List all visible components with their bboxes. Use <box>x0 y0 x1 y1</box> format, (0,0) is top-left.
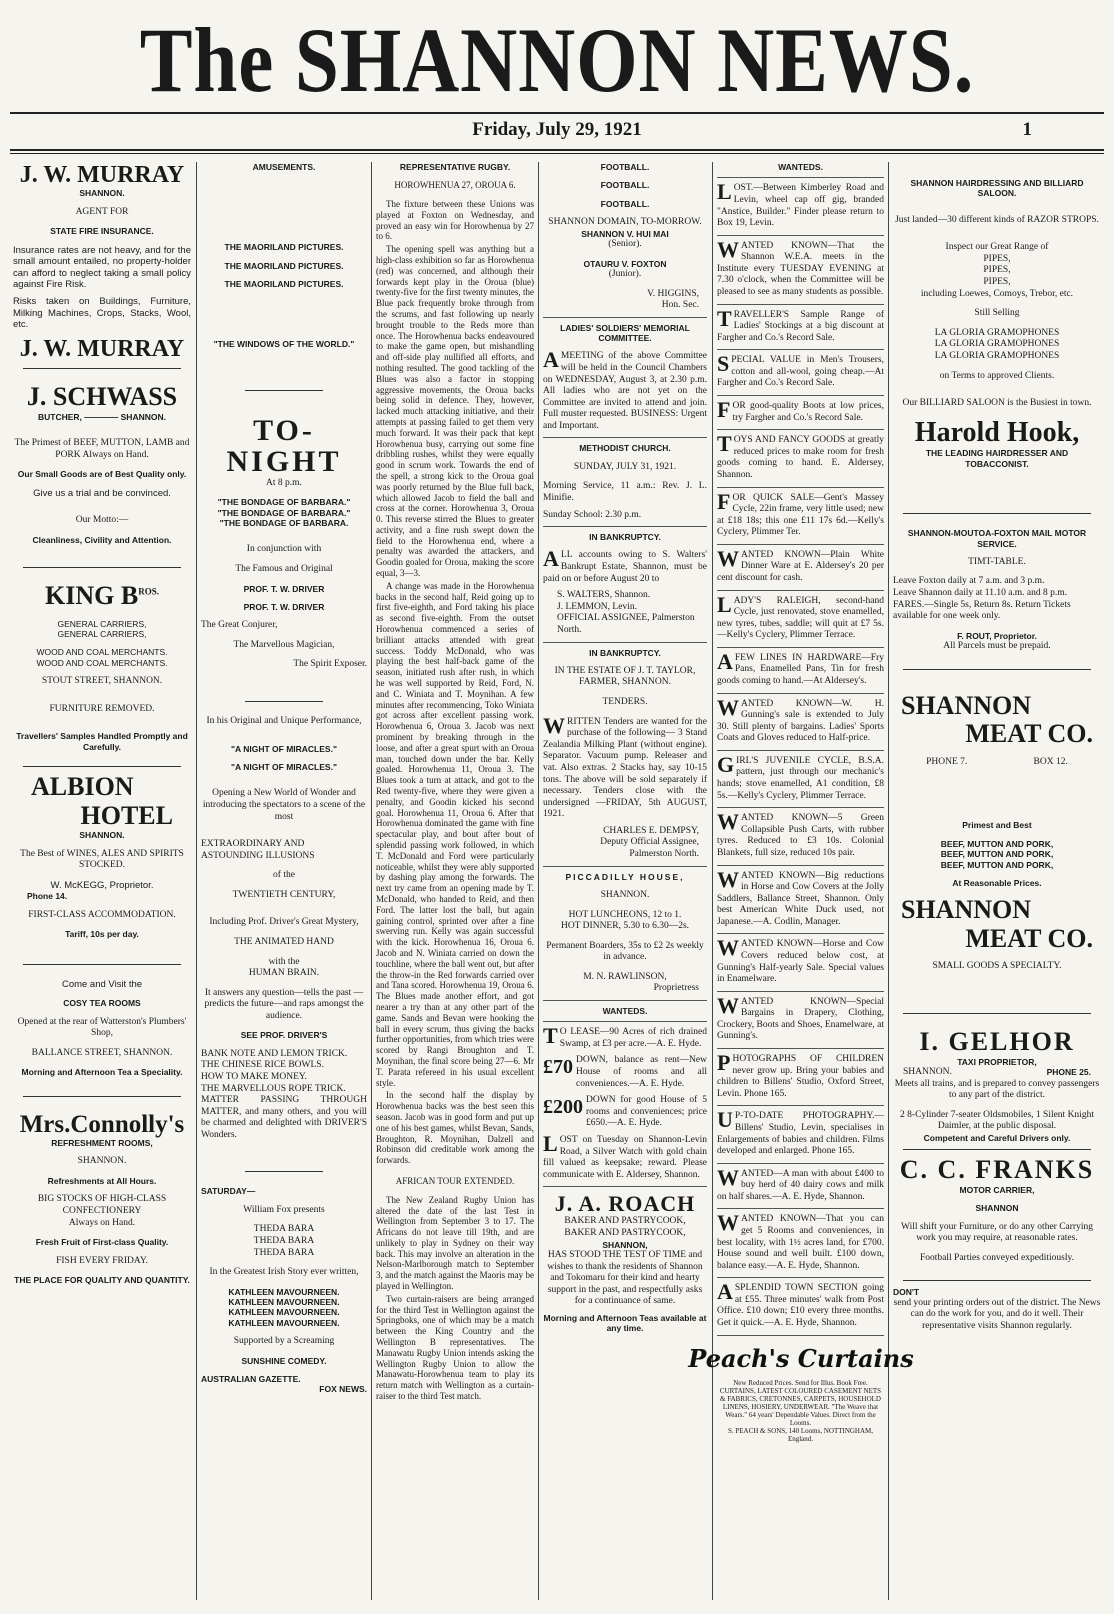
tea-special: Morning and Afternoon Tea a Speciality. <box>21 1067 183 1078</box>
masthead-rule-bottom <box>10 149 1104 151</box>
bank-note-trick: BANK NOTE AND LEMON TRICK. <box>201 1048 348 1059</box>
gelhor-text: Meets all trains, and is prepared to convey passengers to any part of the district. <box>894 1078 1100 1101</box>
rugby-paragraph: The opening spell was anything but a high-class exhibition so far as Horowhenua (red) was concerned, and although their forwards kept play in the Oroua (blue) twenty-five for the first twenty minutes, the Blue pack frequently broke through from the scrums, and fast following up nearly brought trouble to the Reds more than once. The Horowhenua backs endeavoured to make the game open, but mishandling and off-side play nullified all efforts, and nothing resulted. The good tackling of the Blues was also a factor in stopping aggressive movements, the Oroua backs being solid in defence. They, however, lacked much attacking initiative, and their attempts at passing failed to get them very much forward. It was their pack that kept Horowhenua busy, carrying out some fine dribbling rushes, whilst they were equally good in scrum work. Towards the end of the spell, a strong kick to the Oroua goal was poorly returned by the Blue full back, which allowed Jacob to field the ball and cross at the corner. Horowhenua 3, Oroua 0. This reverse stirred the Blues to greater activity, and a fine rush swept down the field to the Horowhenua end, where a penalty was awarded the attackers, and Goodin goaled for Oroua, making the score equal, 3—3. <box>376 244 534 579</box>
gramophones: LA GLORIA GRAMOPHONES <box>934 327 1060 338</box>
column-2 <box>198 162 370 1602</box>
wanteds-heading: WANTEDS. <box>778 162 823 172</box>
bondage-of-barbara: "THE BONDAGE OF BARBARA." <box>217 507 351 518</box>
fox-news: FOX NEWS. <box>319 1384 367 1395</box>
rugby-score: HOROWHENUA 27, OROUA 6. <box>394 180 516 191</box>
wanted-ad: WANTED KNOWN—Special Bargains in Drapery, Clothing, Crockery, Boots and Shoes, Enamelware, at Gunning's. <box>717 992 884 1042</box>
hair-line: Just landed—30 different kinds of RAZOR STROPS. <box>895 214 1099 225</box>
piccadilly-heading: PICCADILLY HOUSE, <box>565 871 685 882</box>
tenders-text: WRITTEN Tenders are wanted for the purchase of the following— 3 Stand Zealandia Milking Plant (without engine). Separator. Vacuum pump. Releaser and vat. Also extras. 2 Stacks hay, say 10-15 tons. The above will be sold separately if necessary. Tenders close with the undersigned —FRIDAY, 5th AUGUST, 1921. <box>543 712 707 820</box>
tonight: TO-NIGHT <box>226 413 342 479</box>
murray-company: STATE FIRE INSURANCE. <box>50 226 154 237</box>
in-conjunction: In conjunction with <box>246 544 322 555</box>
supported-by: Supported by a Screaming <box>233 1336 335 1347</box>
kathleen-mavourneen: KATHLEEN MAVOURNEEN. <box>228 1317 340 1328</box>
franks-text: Will shift your Furniture, or do any other Carrying work you may require, at reasonable rates. <box>901 1221 1093 1244</box>
king-address: STOUT STREET, SHANNON. <box>41 676 163 687</box>
mail-line: FARES.—Single 5s, Return 8s. Return Tickets available for one week only. <box>893 599 1071 622</box>
albion-tariff: Tariff, 10s per day. <box>65 929 139 940</box>
murray-name-2: J. W. MURRAY <box>19 335 185 362</box>
price-70: £70 <box>543 1056 573 1079</box>
gramophones: LA GLORIA GRAMOPHONES <box>934 339 1060 350</box>
bankruptcy-sig: OFFICIAL ASSIGNEE, Palmerston North. <box>557 613 695 635</box>
methodist-heading: METHODIST CHURCH. <box>579 443 671 454</box>
bankruptcy-text: ALL accounts owing to S. Walters' Bankrupt Estate, Shannon, must be paid on or before August 20 to <box>543 546 707 584</box>
wanted-ad: WANTED KNOWN—Horse and Cow Covers reduced below cost, at Gunning's Half-yearly Sale. Special values in Enamelware. <box>717 935 884 985</box>
dateline: Friday, July 29, 1921 <box>472 119 642 140</box>
still-selling: Still Selling <box>974 308 1020 319</box>
junior: (Junior). <box>608 268 642 279</box>
hon-sec: Hon. Sec. <box>661 300 699 311</box>
gelhor-phone: PHONE 25. <box>1046 1067 1091 1077</box>
wanted-ad: LOST on Tuesday on Shannon-Levin Road, a Silver Watch with gold chain fill valued as keepsake; reward. Please communicate with E. Aldersey, Shannon. <box>543 1130 707 1180</box>
sunshine-comedy: SUNSHINE COMEDY. <box>241 1355 327 1366</box>
methodist-service: Morning Service, 11 a.m.: Rev. J. L. Minifie. <box>543 481 707 503</box>
meat-co-line-1: SHANNON <box>901 895 1032 925</box>
piccadilly-dinner: HOT DINNER, 5.30 to 6.30—2s. <box>560 921 690 932</box>
king-name: KING $B^{ROS.}$ <box>45 581 159 611</box>
harold-hook: Harold Hook, <box>914 416 1080 448</box>
franks-sub: MOTOR CARRIER, <box>959 1184 1035 1195</box>
spirit-exposer: The Spirit Exposer. <box>293 659 367 670</box>
king-line: WOOD AND COAL MERCHANTS. <box>36 647 168 658</box>
bondage-of-barbara: "THE BONDAGE OF BARBARA." <box>217 497 351 508</box>
connolly-hand: Always on Hand. <box>68 1217 136 1228</box>
schwass-name: J. SCHWASS <box>26 382 178 412</box>
peach-logo-text: Peach's Curtains <box>687 1343 914 1373</box>
wanted-ad: GIRL'S JUVENILE CYCLE, B.S.A. pattern, just through our mechanic's hands; stove enamelled, A1 condition, £8 5s.—Kelly's Cyclery, Plimmer Terrace. <box>717 751 884 801</box>
extraordinary-illusions: EXTRAORDINARY AND ASTOUNDING ILLUSIONS <box>201 839 315 861</box>
wanted-ad: ASPLENDID TOWN SECTION going at £55. Three minutes' walk from Post Office. £10 down; £10 every three months. Get it quick.—A. E. Hyde, Shannon. <box>717 1279 884 1329</box>
tender-sig: CHARLES E. DEMPSY, <box>603 825 699 836</box>
connolly-fish: FISH EVERY FRIDAY. <box>56 1255 148 1266</box>
wanted-ad: WANTED—A man with about £400 to buy herd of 40 dairy cows and milk on half shares.—A. E. Hyde, Shannon. <box>717 1164 884 1202</box>
tenders-heading: TENDERS. <box>602 697 648 708</box>
human-brain: HUMAN BRAIN. <box>248 968 320 979</box>
column-divider <box>196 162 197 1600</box>
masthead <box>10 0 1104 140</box>
theda-bara: THEDA BARA <box>253 1247 315 1258</box>
answers-any-question: It answers any question—tells the past —predicts the future—and raps amongst the audience. <box>204 987 364 1021</box>
schwass-small-goods: Our Small Goods are of Best Quality only. <box>17 469 187 480</box>
football-heading: FOOTBALL. <box>600 180 650 191</box>
roach-teas: Morning and Afternoon Teas available at any time. <box>543 1312 707 1334</box>
roach-name: J. A. ROACH <box>554 1191 696 1217</box>
roach-line: BAKER AND PASTRYCOOK, <box>564 1228 686 1239</box>
masthead-rule-thin <box>10 153 1104 154</box>
make-money: HOW TO MAKE MONEY. <box>201 1071 307 1082</box>
murray-name: J. W. MURRAY <box>19 162 185 188</box>
methodist-date: SUNDAY, JULY 31, 1921. <box>573 461 677 472</box>
twentieth-century: TWENTIETH CENTURY, <box>232 889 336 900</box>
mail-line: Leave Foxton daily at 7 a.m. and 3 p.m. <box>893 576 1045 587</box>
matter-passing: MATTER PASSING THROUGH MATTER, and many others, and you will be charmed and delighted with DRIVER'S Wonders. <box>201 1095 367 1140</box>
tea-opened: Opened at the rear of Watterston's Plumbers' Shop, <box>17 1016 187 1039</box>
murray-town: SHANNON. <box>79 188 125 199</box>
meat-primest: Primest and Best <box>962 820 1032 831</box>
pipes: PIPES, <box>983 277 1011 288</box>
at-8pm: At 8 p.m. <box>266 477 302 488</box>
albion-accom: FIRST-CLASS ACCOMMODATION. <box>28 909 176 920</box>
prof-driver: PROF. T. W. DRIVER <box>243 601 325 612</box>
king-furniture: FURNITURE REMOVED. <box>49 703 155 714</box>
wanted-ad: TRAVELLER'S Sample Range of Ladies' Stockings at a big discount at Fargher and Co.'s Record Sale. <box>717 305 884 343</box>
peach-curtains-logo <box>687 1341 914 1375</box>
column-divider <box>371 162 372 1600</box>
piccadilly-boarders: Permanent Boarders, 35s to £2 2s weekly in advance. <box>546 940 704 963</box>
rope-trick: THE MARVELLOUS ROPE TRICK. <box>201 1083 346 1094</box>
methodist-school: Sunday School: 2.30 p.m. <box>543 509 642 520</box>
piccadilly-sig: M. N. RAWLINSON, <box>583 971 667 982</box>
maoriland-pictures: THE MAORILAND PICTURES. <box>224 279 344 290</box>
hair-line: including Loewes, Comoys, Trebor, etc. <box>920 288 1074 299</box>
bankruptcy-sig: S. WALTERS, Shannon. <box>557 590 651 601</box>
opening-new-world: Opening a New World of Wonder and introducing the spectators to a scene of the most <box>202 788 366 822</box>
tour-paragraph: Two curtain-raisers are being arranged for the third Test in Wellington against the Springboks, one of which may be a match between the King Country and the Wellington B representatives. The Manawatu Rugby Union intends asking the Wellington Rugby Union to allow the Manawatu-Horowhenua team to play its return match with Wellington as a curtain-raiser to the third Test match. <box>376 1293 534 1402</box>
original-performance: In his Original and Unique Performance, <box>206 716 362 727</box>
king-samples: Travellers' Samples Handled Promptly and Carefully. <box>16 731 188 752</box>
meat-box: BOX 12. <box>1033 756 1068 767</box>
gramophones: LA GLORIA GRAMOPHONES <box>934 350 1060 361</box>
murray-text: Insurance rates are not heavy, and for the small amount entailed, no property-holder can afford to neglect taking a small policy against Fire Risk. <box>13 244 191 291</box>
meat-beef: BEEF, MUTTON AND PORK, <box>940 859 1054 870</box>
king-line: WOOD AND COAL MERCHANTS. <box>36 657 168 668</box>
connolly-place: THE PLACE FOR QUALITY AND QUANTITY. <box>14 1275 190 1286</box>
roach-town: SHANNON, <box>602 1239 648 1250</box>
schwass-trial: Give us a trial and be convinced. <box>33 487 171 499</box>
wanted-ad: WANTED KNOWN—5 Green Collapsible Push Carts, with rubber tyres. Reduced to £3 10s. Colonial Blankets, full size, reduced 10s pair. <box>717 809 884 858</box>
albion-phone: Phone 14. <box>27 891 68 902</box>
column-divider <box>888 162 889 1600</box>
hair-terms: on Terms to approved Clients. <box>939 370 1055 381</box>
football-heading: FOOTBALL. <box>600 162 650 172</box>
column-divider <box>538 162 539 1600</box>
night-of-miracles: "A NIGHT OF MIRACLES." <box>231 762 337 772</box>
meat-small-goods: SMALL GOODS A SPECIALTY. <box>932 961 1062 972</box>
including-mystery: Including Prof. Driver's Great Mystery, <box>209 917 359 928</box>
hairdressing-heading: SHANNON HAIRDRESSING AND BILLIARD SALOON. <box>910 178 1084 199</box>
piccadilly-lunch: HOT LUNCHEONS, 12 to 1. <box>568 909 682 920</box>
connolly-name: Mrs.Connolly's <box>19 1110 185 1138</box>
page-number: 1 <box>1022 119 1032 140</box>
gelhor-name: I. GELHOR <box>919 1027 1075 1057</box>
tour-paragraph: The New Zealand Rugby Union has altered the date of the last Test in Wellington from September 3 to 17. The Africans do not leave till 19th, and are unlikely to play in Sydney on their way back. This may involve an alteration in the Nelson-Marlborough match to September 3, and the match against the Maoris may be played in Wellington. <box>376 1194 534 1292</box>
kathleen-mavourneen: KATHLEEN MAVOURNEEN. <box>228 1286 340 1297</box>
rugby-paragraph: In the second half the display by Horowhenua backs was the best seen this season. Jacob was in good form and put up one of his best games, whilst Bevan, Sands, Broughton, R. Moynihan, Dalzell and Robinson did creditable work among the forwards. <box>376 1090 534 1166</box>
kathleen-mavourneen: KATHLEEN MAVOURNEEN. <box>228 1307 340 1318</box>
tea-name: COSY TEA ROOMS <box>63 998 141 1009</box>
connolly-refresh: Refreshments at All Hours. <box>47 1176 157 1187</box>
wanteds-heading: WANTEDS. <box>602 1005 648 1016</box>
rugby-heading: REPRESENTATIVE RUGBY. <box>399 162 511 172</box>
shannon-domain: SHANNON DOMAIN, TO-MORROW. <box>548 217 702 228</box>
with-the: with the <box>268 956 300 967</box>
murray-risks: Risks taken on Buildings, Furniture, Milking Machines, Crops, Stacks, Wool, etc. <box>13 296 191 331</box>
mail-timetable: TIMT-TABLE. <box>968 556 1026 567</box>
animated-hand: THE ANIMATED HAND <box>234 936 334 947</box>
of-the: of the <box>273 870 295 881</box>
wanted-ad: LOST.—Between Kimberley Road and Levin, wheel cap off gig, branded "Anstice, Builder." Finder please return to Box 19, Levin. <box>717 179 884 229</box>
wanted-ad: TO LEASE—90 Acres of rich drained Swamp, at £3 per acre.—A. E. Hyde. <box>543 1023 707 1049</box>
maoriland-pictures: THE MAORILAND PICTURES. <box>224 260 344 271</box>
rice-bowls: THE CHINESE RICE BOWLS. <box>201 1060 324 1071</box>
saturday: SATURDAY— <box>201 1186 256 1197</box>
rugby-paragraph: The fixture between these Unions was played at Foxton on Wednesday, and proved an easy win for Horowhenua by 27 to 6. <box>376 198 534 242</box>
hook-sub: THE LEADING HAIRDRESSER AND TOBACCONIST. <box>925 448 1069 469</box>
wanted-ad: LADY'S RALEIGH, second-hand Cycle, just renovated, stove enamelled, new tyres, tubes, saddle; will quit at £7 5s.—Kelly's Cyclery, Plimmer Terrace. <box>717 591 884 641</box>
mail-parcels: All Parcels must be prepaid. <box>943 641 1051 652</box>
african-tour-heading: AFRICAN TOUR EXTENDED. <box>395 1175 515 1186</box>
night-of-miracles: "A NIGHT OF MIRACLES." <box>231 743 337 754</box>
murray-agent: AGENT FOR <box>75 206 129 217</box>
windows-of-the-world: "THE WINDOWS OF THE WORLD." <box>213 339 355 350</box>
prof-driver: PROF. T. W. DRIVER <box>243 583 325 594</box>
gelhor-drivers: Competent and Careful Drivers only. <box>923 1132 1071 1143</box>
masthead-rule-top <box>10 112 1104 114</box>
albion-line-2: HOTEL <box>80 800 173 830</box>
wanted-ad: AFEW LINES IN HARDWARE—Fry Pans, Enamelled Pans, Tin for fresh goods coming to hand.—At Aldersey's. <box>717 648 884 687</box>
king-line: GENERAL CARRIERS, <box>57 629 147 640</box>
match-1: SHANNON V. HUI MAI <box>581 228 669 239</box>
connolly-fruit: Fresh Fruit of First-class Quality. <box>35 1237 169 1248</box>
column-4 <box>540 162 710 1602</box>
rugby-paragraph: A change was made in the Horowhenua backs in the second half, Reid going up to first five-eighth, and Ford taking his place as second five-eighth. From the outset Horowhenua commenced a series of brilliant attacks attended with great success. Toddy McDonald, who was playing the best half-back game of the season, initiated rush after rush, in which he was well supported by Reid, Ford, N. and C. Winiata and T. Moynihan. A few minutes after recommencing, Toko Winiata got across after excellent passing work. Horowhenua 6, Oroua 3. Jacob was next prominent by breaking through in the loose, and after a great spurt with an Oroua man, touched down under the bar. Kelly goaled. Horowhenua 11, Oroua 3. The Blues took a turn at attack, and got to the Red twenty-five, where they were given a penalty, and Goodin kicked his second goal. Horowhenua 11, Oroua 6. After that Horowhenua dominated the game with fine spectacular play, and bout after bout of splendid passing work followed, in which T. McDonald and Ford were particularly noticeable, whilst they were ably supported by dashing play among the forwards. The next try came from an opening made by T. McDonald, who handed to Reid, and then Ford. The latter lost the ball, but again gaining control, sprinted over after a fine swerving run. Kelly was again successful with the kick. Horowhenua 16, Oroua 6. Jacob and N. Winiata carried on down the touchline, where the ball went out, but after the throw-in the Red forwards carried over and Tana scored. Horowhenua 19, Oroua 6. The Blues made another effort, and got nearer a try than at any other part of the game. Sands and Bevan were hooking the ball in every scrum, thus giving the backs further opportunities, from which tries were scored by Rangi Broughton and T. Moynihan, the final score being 27—6. Mr T. Parata refereed in his usual excellent style. <box>376 580 534 1088</box>
wanted-ad: UP-TO-DATE PHOTOGRAPHY.—Billens' Studio, Levin, specialises in Enlargements of babies and children. Films developed and enlarged. Phone 165. <box>717 1107 884 1157</box>
gelhor-town: SHANNON. <box>903 1067 952 1077</box>
newspaper-title: The SHANNON NEWS. <box>139 9 975 111</box>
wanted-ad: FOR QUICK SALE—Gent's Massey Cycle, 22in frame, very little used; new at £18 18s; this one £11 17s 6d.—Kelly's Cyclery, Plimmer Ter. <box>717 488 884 538</box>
pipes: PIPES, <box>983 253 1011 264</box>
tender-sig: Palmerston North. <box>629 848 699 859</box>
hair-line: Inspect our Great Range of <box>945 242 1049 253</box>
albion-best: The Best of WINES, ALES AND SPIRITS STOCKED. <box>20 848 184 871</box>
column-6 <box>890 162 1104 1602</box>
see-prof-driver: SEE PROF. DRIVER'S <box>240 1030 328 1041</box>
mail-line: Leave Shannon daily at 11.10 a.m. and 8 p.m. <box>893 588 1068 599</box>
ladies-text: AMEETING of the above Committee will be held in the Council Chambers on WEDNESDAY, August 3, at 2.30 p.m. All ladies who are not yet on the Committee are invited to attend and join. Full muster requested. BUSINESS: Urgent and Important. <box>543 347 707 431</box>
marvellous-magician: The Marvellous Magician, <box>233 639 335 650</box>
wanted-ad: TOYS AND FANCY GOODS at greatly reduced prices to make room for fresh goods coming to hand. E. Aldersey, Shannon. <box>717 431 884 480</box>
wanted-ad: WANTED KNOWN—That the Shannon W.E.A. meets in the Institute every TUESDAY EVENING at 7.30 o'clock, when the Committee will be pleased to see as many students as possible. <box>717 236 884 297</box>
connolly-stocks: BIG STOCKS OF HIGH-CLASS CONFECTIONERY <box>37 1194 167 1216</box>
senior: (Senior). <box>608 239 642 250</box>
franks-name: C. C. FRANKS <box>899 1155 1095 1185</box>
albion-line-1: ALBION <box>31 772 134 802</box>
column-3 <box>373 162 537 1602</box>
great-conjurer: The Great Conjurer, <box>201 620 278 631</box>
meat-beef: BEEF, MUTTON AND PORK, <box>940 838 1054 849</box>
tea-come: Come and Visit the <box>61 978 143 990</box>
bondage-of-barbara: "THE BONDAGE OF BARBARA. <box>219 518 349 529</box>
roach-text: HAS STOOD THE TEST OF TIME and wishes to thank the residents of Shannon and Tokomaru for their kind and hearty support in the past, and respectfully asks for a continuance of same. <box>547 1249 703 1307</box>
theda-bara: THEDA BARA <box>253 1235 315 1246</box>
connolly-town: SHANNON. <box>77 1156 127 1167</box>
famous-original: The Famous and Original <box>235 564 333 575</box>
meat-co-line-2: MEAT CO. <box>965 719 1093 749</box>
bankruptcy-sig: J. LEMMON, Levin. <box>557 601 637 612</box>
fox-presents: William Fox presents <box>243 1204 325 1215</box>
theda-bara: THEDA BARA <box>253 1224 315 1235</box>
dont-label: DON'T <box>893 1287 920 1298</box>
match-2: OTAURU V. FOXTON <box>583 258 667 269</box>
wanted-ad: DOWN for good House of 5 rooms and conveniences; price £650.—A. E. Hyde. <box>586 1095 707 1129</box>
wanted-ad: WANTED KNOWN—Plain White Dinner Ware at E. Aldersey's 20 per cent discount for cash. <box>717 545 884 583</box>
mail-proprietor: F. ROUT, Proprietor. <box>957 630 1037 641</box>
greatest-irish-story: In the Greatest Irish Story ever written, <box>209 1267 359 1278</box>
franks-town: SHANNON <box>975 1203 1019 1214</box>
mail-heading: SHANNON-MOUTOA-FOXTON MAIL MOTOR SERVICE. <box>907 528 1087 549</box>
wanted-ad: WANTED KNOWN—Big reductions in Horse and Cow Covers at the Jolly Saddlers, Ballance Street, Shannon. Only best American White Duck used, not Japanese.—A. Codlin, Manager. <box>717 866 884 927</box>
price-200: £200 <box>543 1096 583 1119</box>
tea-street: BALLANCE STREET, SHANNON. <box>31 1047 173 1058</box>
taylor-estate: IN THE ESTATE OF J. T. TAYLOR, FARMER, SHANNON. <box>554 665 696 688</box>
wanted-ad: PHOTOGRAPHS OF CHILDREN never grow up. Bring your babies and children to Billens' Studio, Oxford Street, Levin. Phone 165. <box>717 1050 884 1099</box>
wanted-list <box>717 179 884 1335</box>
bankruptcy-heading: IN BANKRUPTCY. <box>589 532 661 543</box>
franks-football: Football Parties conveyed expeditiously. <box>920 1252 1074 1263</box>
kathleen-mavourneen: KATHLEEN MAVOURNEEN. <box>228 1297 340 1308</box>
dont-text: send your printing orders out of the district. The News can do the work for you, and do it well. Their representative visits Shannon regularly. <box>893 1297 1101 1331</box>
pipes: PIPES, <box>983 265 1011 276</box>
australian-gazette: AUSTRALIAN GAZETTE. <box>201 1374 301 1385</box>
king-line: GENERAL CARRIERS, <box>57 618 147 629</box>
gelhor-cars: 2 8-Cylinder 7-seater Oldsmobiles, 1 Silent Knight Daimler, at the public disposal. <box>900 1109 1094 1132</box>
ladies-heading: LADIES' SOLDIERS' MEMORIAL COMMITTEE. <box>560 322 690 344</box>
maoriland-pictures: THE MAORILAND PICTURES. <box>224 242 344 253</box>
meat-prices: At Reasonable Prices. <box>952 877 1042 888</box>
piccadilly-town: SHANNON. <box>600 889 650 900</box>
amusements-heading: AMUSEMENTS. <box>252 162 316 172</box>
schwass-sub: BUTCHER, ———— SHANNON. <box>38 411 166 422</box>
wanted-ad: WANTED KNOWN—W. H. Gunning's sale is extended to July 30. Still plenty of bargains. Ladies' Sports Coats and Gloves reduced to Half-price. <box>717 694 884 744</box>
albion-town: SHANNON. <box>79 830 125 841</box>
gelhor-sub: TAXI PROPRIETOR, <box>957 1056 1037 1067</box>
higgins: V. HIGGINS, <box>647 288 699 299</box>
billiard-saloon: Our BILLIARD SALOON is the Busiest in town. <box>902 398 1092 409</box>
peach-address: S. PEACH & SONS, 140 Looms, NOTTINGHAM, England. <box>727 1426 874 1444</box>
wanted-ad: FOR good-quality Boots at low prices, try Fargher and Co.'s Record Sale. <box>717 397 884 423</box>
schwass-motto-label: Our Motto:— <box>75 515 129 526</box>
meat-co-line-2: MEAT CO. <box>965 923 1093 953</box>
peach-text: New Reduced Prices. Send for Illus. Book Free. CURTAINS, LATEST COLOURED CASEMENT NETS & FABRICS, CRETONNES, CARPETS, HOUSEHOLD LINENS, HOSIERY, UNDERWEAR. "The Weave that Wears." 64 years' Dependable Values. Direct from the Looms. <box>719 1378 882 1427</box>
tender-sig: Deputy Official Assignee, <box>600 837 699 848</box>
piccadilly-sig: Proprietress <box>653 983 699 994</box>
connolly-sub: REFRESHMENT ROOMS, <box>51 1138 153 1149</box>
meat-co-line-1: SHANNON <box>901 690 1032 720</box>
football-heading: FOOTBALL. <box>600 198 650 209</box>
albion-prop: W. McKEGG, Proprietor. <box>50 879 154 891</box>
schwass-text: The Primest of BEEF, MUTTON, LAMB and PORK Always on Hand. <box>14 438 190 460</box>
column-divider <box>712 162 713 1600</box>
schwass-motto: Cleanliness, Civility and Attention. <box>32 534 172 545</box>
meat-phone: PHONE 7. <box>926 756 968 767</box>
bankruptcy-heading-2: IN BANKRUPTCY. <box>589 647 661 658</box>
wanted-ad: SPECIAL VALUE in Men's Trousers, cotton and all-wool, going cheap.—At Fargher and Co.'s Record Sale. <box>717 351 884 389</box>
wanted-ad: WANTED KNOWN—That you can get 5 Rooms and conveniences, in best locality, with 1½ acres land, for £700. House sound and well built. £100 down, balance easy.—A. E. Hyde, Shannon. <box>717 1210 884 1271</box>
column-1 <box>10 162 194 1602</box>
roach-line: BAKER AND PASTRYCOOK, <box>564 1216 686 1227</box>
wanted-ad: DOWN, balance as rent—New House of rooms and all conveniences.—A. E. Hyde. <box>576 1055 707 1089</box>
meat-beef: BEEF, MUTTON AND PORK, <box>940 849 1054 860</box>
